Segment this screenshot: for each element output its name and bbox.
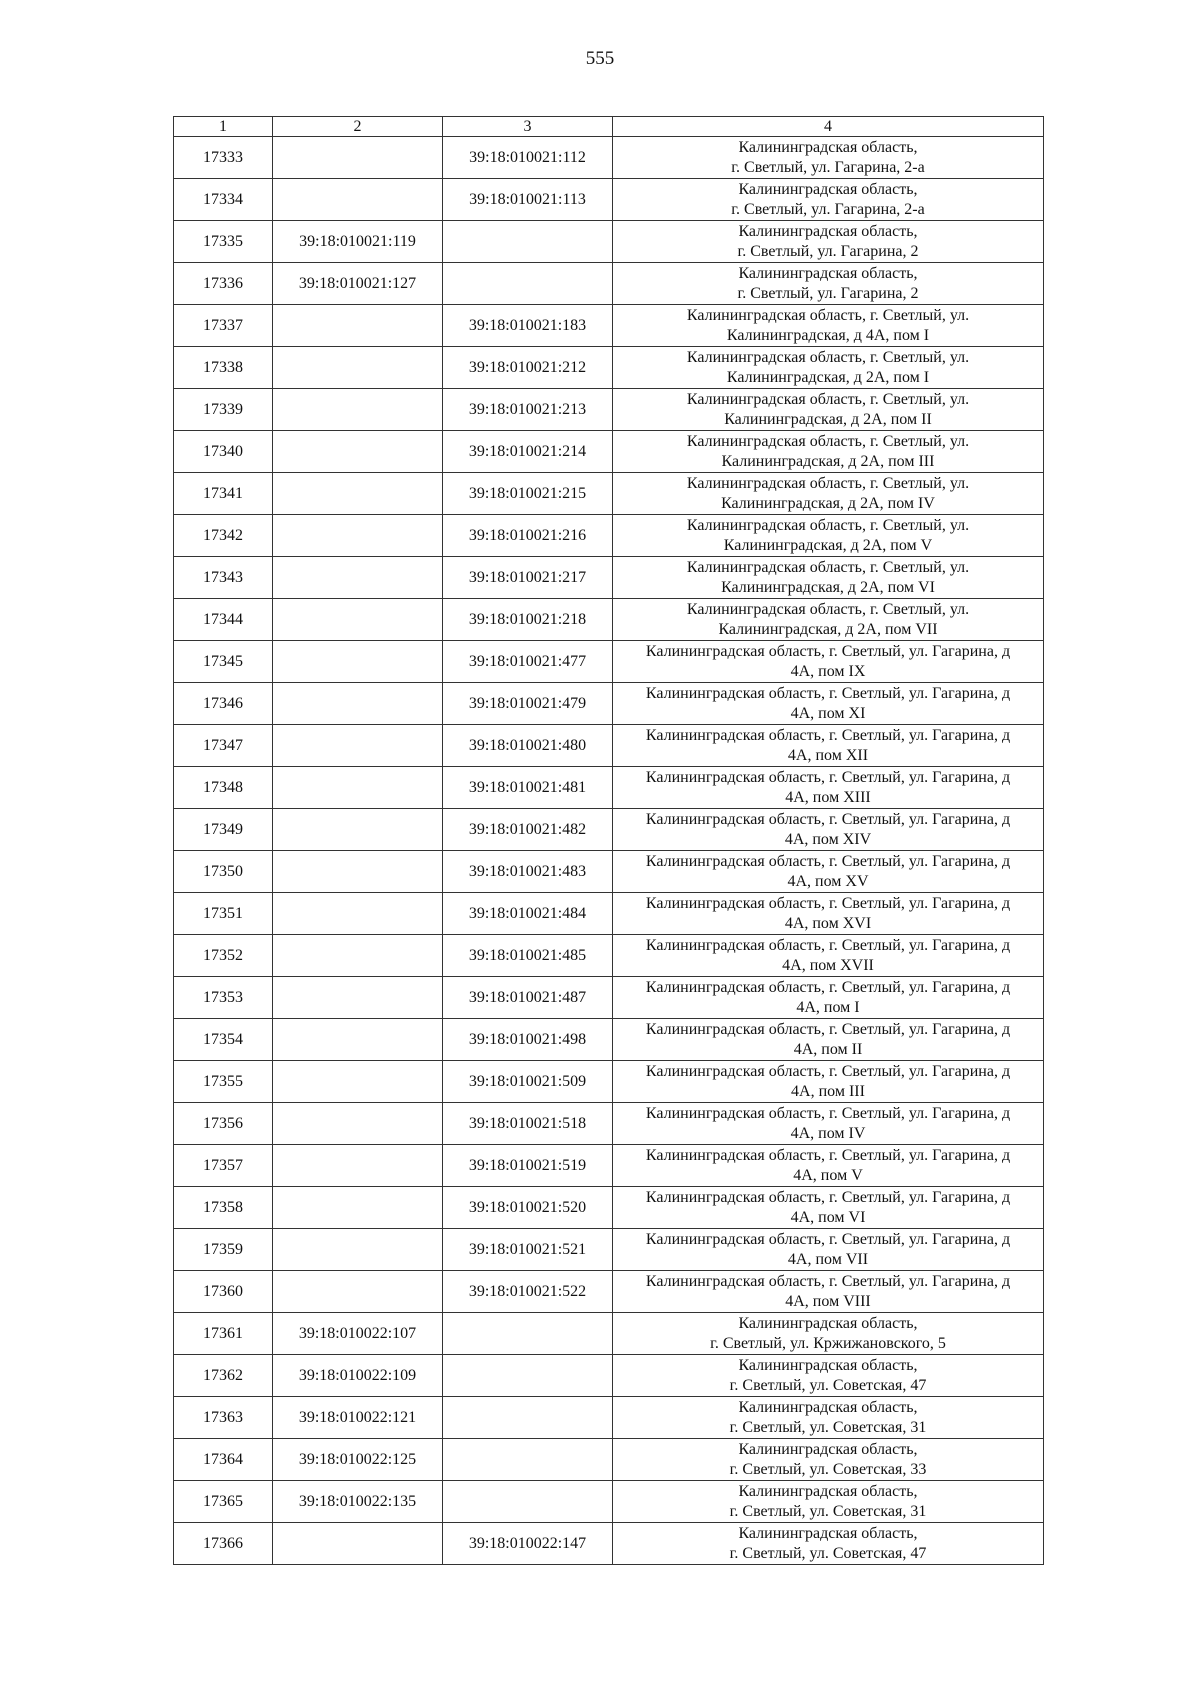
- cadastral-number-cell: 39:18:010021:518: [443, 1103, 613, 1145]
- table-row: [174, 473, 1044, 515]
- table-row: [174, 263, 1044, 305]
- address-line: Калининградская область,: [738, 222, 918, 240]
- row-number-cell: 17335: [174, 221, 273, 263]
- cadastral-number-cell: [273, 515, 443, 557]
- address-line: Калининградская область, г. Светлый, ул. Гагарина, д: [645, 726, 1011, 744]
- cadastral-number-cell: [273, 389, 443, 431]
- address-line: 4А, пом VII: [787, 1250, 869, 1268]
- cadastral-number-cell: [273, 1523, 443, 1565]
- table-row: [174, 725, 1044, 767]
- address-line: 4А, пом VIII: [785, 1292, 871, 1310]
- address-cell: [613, 389, 1044, 431]
- address-line: Калининградская, д 2А, пом VII: [718, 620, 938, 638]
- address-line: Калининградская, д 2А, пом V: [723, 536, 933, 554]
- address-cell: [613, 1019, 1044, 1061]
- cadastral-number-cell: 39:18:010021:483: [443, 851, 613, 893]
- address-line: 4А, пом XII: [787, 746, 869, 764]
- address-line: г. Светлый, ул. Гагарина, 2-а: [731, 158, 925, 176]
- cadastral-number-cell: 39:18:010021:215: [443, 473, 613, 515]
- cadastral-number-cell: 39:18:010021:477: [443, 641, 613, 683]
- table-row: [174, 1187, 1044, 1229]
- address-cell: [613, 1271, 1044, 1313]
- table-row: [174, 809, 1044, 851]
- cadastral-number-cell: [273, 1103, 443, 1145]
- row-number-cell: 17342: [174, 515, 273, 557]
- address-cell: [613, 179, 1044, 221]
- address-cell: [613, 557, 1044, 599]
- address-line: Калининградская область, г. Светлый, ул.: [686, 390, 970, 408]
- cadastral-number-cell: 39:18:010021:214: [443, 431, 613, 473]
- address-line: Калининградская область, г. Светлый, ул.: [686, 474, 970, 492]
- table-row: [174, 1355, 1044, 1397]
- address-cell: [613, 1187, 1044, 1229]
- cadastral-number-cell: 39:18:010022:107: [273, 1313, 443, 1355]
- address-line: 4А, пом XVI: [784, 914, 872, 932]
- cadastral-number-cell: 39:18:010021:480: [443, 725, 613, 767]
- address-line: Калининградская область, г. Светлый, ул. Гагарина, д: [645, 1104, 1011, 1122]
- address-cell: [613, 851, 1044, 893]
- address-line: Калининградская область, г. Светлый, ул.: [686, 516, 970, 534]
- cadastral-number-cell: [443, 1355, 613, 1397]
- table-row: [174, 137, 1044, 179]
- cadastral-number-cell: 39:18:010021:113: [443, 179, 613, 221]
- cadastral-number-cell: [273, 641, 443, 683]
- address-cell: [613, 809, 1044, 851]
- cadastral-number-cell: [273, 851, 443, 893]
- cadastral-number-cell: 39:18:010021:482: [443, 809, 613, 851]
- row-number-cell: 17336: [174, 263, 273, 305]
- table-row: [174, 179, 1044, 221]
- address-line: г. Светлый, ул. Советская, 47: [729, 1544, 927, 1562]
- table-row: [174, 221, 1044, 263]
- cadastral-number-cell: 39:18:010021:519: [443, 1145, 613, 1187]
- address-line: 4А, пом V: [793, 1166, 863, 1184]
- cadastral-number-cell: [273, 179, 443, 221]
- address-line: Калининградская область,: [738, 1524, 918, 1542]
- cadastral-number-cell: 39:18:010021:119: [273, 221, 443, 263]
- header-col-2: 2: [273, 117, 443, 137]
- address-cell: [613, 1439, 1044, 1481]
- row-number-cell: 17337: [174, 305, 273, 347]
- address-line: г. Светлый, ул. Гагарина, 2: [737, 242, 919, 260]
- table-row: [174, 641, 1044, 683]
- table-row: [174, 1313, 1044, 1355]
- table-row: [174, 305, 1044, 347]
- address-cell: [613, 1481, 1044, 1523]
- row-number-cell: 17362: [174, 1355, 273, 1397]
- cadastral-number-cell: [443, 263, 613, 305]
- address-line: Калининградская область, г. Светлый, ул. Гагарина, д: [645, 936, 1011, 954]
- address-cell: [613, 683, 1044, 725]
- address-line: Калининградская область,: [738, 180, 918, 198]
- cadastral-number-cell: [273, 809, 443, 851]
- cadastral-number-cell: [273, 1229, 443, 1271]
- address-cell: [613, 599, 1044, 641]
- address-line: Калининградская область,: [738, 1440, 918, 1458]
- cadastral-number-cell: 39:18:010021:485: [443, 935, 613, 977]
- address-line: Калининградская, д 2А, пом VI: [721, 578, 935, 596]
- table-row: [174, 851, 1044, 893]
- address-cell: [613, 1355, 1044, 1397]
- cadastral-number-cell: [273, 137, 443, 179]
- address-line: 4А, пом I: [796, 998, 860, 1016]
- table-row: [174, 893, 1044, 935]
- address-line: Калининградская область, г. Светлый, ул. Гагарина, д: [645, 642, 1011, 660]
- cadastral-number-cell: [273, 599, 443, 641]
- address-cell: [613, 1229, 1044, 1271]
- address-line: Калининградская область,: [738, 1482, 918, 1500]
- header-col-1: 1: [174, 117, 273, 137]
- address-line: г. Светлый, ул. Советская, 33: [729, 1460, 927, 1478]
- address-line: Калининградская область, г. Светлый, ул. Гагарина, д: [645, 768, 1011, 786]
- cadastral-number-cell: [443, 1313, 613, 1355]
- table-row: [174, 1229, 1044, 1271]
- cadastral-number-cell: 39:18:010021:521: [443, 1229, 613, 1271]
- table-row: [174, 1019, 1044, 1061]
- row-number-cell: 17345: [174, 641, 273, 683]
- cadastral-number-cell: 39:18:010021:484: [443, 893, 613, 935]
- row-number-cell: 17350: [174, 851, 273, 893]
- address-line: Калининградская область, г. Светлый, ул. Гагарина, д: [645, 1272, 1011, 1290]
- row-number-cell: 17363: [174, 1397, 273, 1439]
- table-row: [174, 1271, 1044, 1313]
- address-line: г. Светлый, ул. Гагарина, 2: [737, 284, 919, 302]
- table-body: [174, 137, 1044, 1565]
- cadastral-number-cell: [273, 977, 443, 1019]
- row-number-cell: 17357: [174, 1145, 273, 1187]
- address-cell: [613, 515, 1044, 557]
- address-line: г. Светлый, ул. Советская, 31: [729, 1502, 927, 1520]
- address-line: 4А, пом XIV: [784, 830, 872, 848]
- header-row: [174, 117, 1044, 137]
- header-col-4: 4: [613, 117, 1044, 137]
- row-number-cell: 17366: [174, 1523, 273, 1565]
- address-line: Калининградская область, г. Светлый, ул. Гагарина, д: [645, 1146, 1011, 1164]
- table-row: [174, 515, 1044, 557]
- cadastral-number-cell: [273, 1061, 443, 1103]
- row-number-cell: 17355: [174, 1061, 273, 1103]
- cadastral-number-cell: [273, 347, 443, 389]
- address-cell: [613, 1103, 1044, 1145]
- cadastral-number-cell: 39:18:010022:125: [273, 1439, 443, 1481]
- cadastral-number-cell: 39:18:010022:135: [273, 1481, 443, 1523]
- page-number: 555: [585, 48, 615, 69]
- address-cell: [613, 1523, 1044, 1565]
- row-number-cell: 17358: [174, 1187, 273, 1229]
- table-row: [174, 767, 1044, 809]
- table-row: [174, 431, 1044, 473]
- cadastral-number-cell: 39:18:010021:479: [443, 683, 613, 725]
- address-line: Калининградская область,: [738, 138, 918, 156]
- cadastral-number-cell: 39:18:010021:212: [443, 347, 613, 389]
- cadastral-number-cell: 39:18:010021:127: [273, 263, 443, 305]
- cadastral-number-cell: [273, 767, 443, 809]
- table-row: [174, 683, 1044, 725]
- row-number-cell: 17347: [174, 725, 273, 767]
- cadastral-number-cell: 39:18:010022:121: [273, 1397, 443, 1439]
- row-number-cell: 17354: [174, 1019, 273, 1061]
- address-cell: [613, 431, 1044, 473]
- cadastral-number-cell: 39:18:010021:183: [443, 305, 613, 347]
- row-number-cell: 17349: [174, 809, 273, 851]
- address-line: Калининградская область, г. Светлый, ул. Гагарина, д: [645, 810, 1011, 828]
- table-header: [174, 117, 1044, 137]
- cadastral-number-cell: 39:18:010021:520: [443, 1187, 613, 1229]
- address-line: г. Светлый, ул. Кржижановского, 5: [710, 1334, 946, 1352]
- address-line: Калининградская область, г. Светлый, ул. Гагарина, д: [645, 1230, 1011, 1248]
- address-line: Калининградская область, г. Светлый, ул.: [686, 600, 970, 618]
- cadastral-number-cell: 39:18:010021:498: [443, 1019, 613, 1061]
- table-row: [174, 557, 1044, 599]
- address-line: Калининградская область,: [738, 1398, 918, 1416]
- address-line: Калининградская область, г. Светлый, ул. Гагарина, д: [645, 978, 1011, 996]
- cadastral-number-cell: 39:18:010021:112: [443, 137, 613, 179]
- row-number-cell: 17346: [174, 683, 273, 725]
- address-line: Калининградская область,: [738, 264, 918, 282]
- cadastral-number-cell: [273, 725, 443, 767]
- cadastral-number-cell: 39:18:010021:213: [443, 389, 613, 431]
- table-row: [174, 1061, 1044, 1103]
- address-line: 4А, пом III: [791, 1082, 865, 1100]
- address-line: 4А, пом XV: [787, 872, 869, 890]
- row-number-cell: 17333: [174, 137, 273, 179]
- cadastral-number-cell: [273, 935, 443, 977]
- address-line: Калининградская область, г. Светлый, ул. Гагарина, д: [645, 894, 1011, 912]
- address-cell: [613, 1061, 1044, 1103]
- row-number-cell: 17359: [174, 1229, 273, 1271]
- address-line: Калининградская область, г. Светлый, ул.: [686, 558, 970, 576]
- address-cell: [613, 1397, 1044, 1439]
- table-row: [174, 599, 1044, 641]
- row-number-cell: 17353: [174, 977, 273, 1019]
- row-number-cell: 17343: [174, 557, 273, 599]
- cadastral-number-cell: 39:18:010021:481: [443, 767, 613, 809]
- address-line: 4А, пом XI: [790, 704, 866, 722]
- row-number-cell: 17334: [174, 179, 273, 221]
- row-number-cell: 17338: [174, 347, 273, 389]
- address-line: г. Светлый, ул. Гагарина, 2-а: [731, 200, 925, 218]
- address-line: Калининградская область, г. Светлый, ул.: [686, 348, 970, 366]
- address-line: г. Светлый, ул. Советская, 31: [729, 1418, 927, 1436]
- address-line: Калининградская область,: [738, 1314, 918, 1332]
- address-cell: [613, 263, 1044, 305]
- cadastral-number-cell: [443, 1397, 613, 1439]
- table-row: [174, 977, 1044, 1019]
- row-number-cell: 17339: [174, 389, 273, 431]
- address-cell: [613, 221, 1044, 263]
- cadastral-number-cell: [273, 1187, 443, 1229]
- cadastral-number-cell: 39:18:010022:109: [273, 1355, 443, 1397]
- address-line: 4А, пом VI: [790, 1208, 866, 1226]
- cadastral-number-cell: 39:18:010021:487: [443, 977, 613, 1019]
- row-number-cell: 17351: [174, 893, 273, 935]
- cadastral-number-cell: [273, 305, 443, 347]
- address-line: Калининградская область, г. Светлый, ул. Гагарина, д: [645, 1020, 1011, 1038]
- row-number-cell: 17365: [174, 1481, 273, 1523]
- address-cell: [613, 1313, 1044, 1355]
- cadastral-number-cell: 39:18:010021:509: [443, 1061, 613, 1103]
- address-line: Калининградская, д 4А, пом I: [726, 326, 930, 344]
- cadastral-number-cell: 39:18:010021:522: [443, 1271, 613, 1313]
- address-line: 4А, пом XVII: [782, 956, 874, 974]
- address-line: г. Светлый, ул. Советская, 47: [729, 1376, 927, 1394]
- table-row: [174, 1523, 1044, 1565]
- table-row: [174, 389, 1044, 431]
- address-line: Калининградская область, г. Светлый, ул. Гагарина, д: [645, 1062, 1011, 1080]
- table-row: [174, 1145, 1044, 1187]
- registry-table: [173, 116, 1044, 1565]
- address-line: 4А, пом IV: [790, 1124, 866, 1142]
- cadastral-number-cell: [443, 1439, 613, 1481]
- cadastral-number-cell: 39:18:010021:216: [443, 515, 613, 557]
- cadastral-number-cell: [273, 1145, 443, 1187]
- row-number-cell: 17356: [174, 1103, 273, 1145]
- address-line: Калининградская область, г. Светлый, ул. Гагарина, д: [645, 852, 1011, 870]
- row-number-cell: 17341: [174, 473, 273, 515]
- table-row: [174, 347, 1044, 389]
- cadastral-number-cell: [273, 683, 443, 725]
- cadastral-number-cell: [443, 221, 613, 263]
- row-number-cell: 17352: [174, 935, 273, 977]
- address-line: Калининградская, д 2А, пом II: [724, 410, 932, 428]
- address-cell: [613, 1145, 1044, 1187]
- address-line: Калининградская, д 2А, пом I: [726, 368, 930, 386]
- table-row: [174, 1481, 1044, 1523]
- cadastral-number-cell: [273, 1271, 443, 1313]
- address-cell: [613, 767, 1044, 809]
- address-line: 4А, пом II: [793, 1040, 863, 1058]
- address-line: Калининградская область, г. Светлый, ул. Гагарина, д: [645, 684, 1011, 702]
- address-cell: [613, 641, 1044, 683]
- cadastral-number-cell: 39:18:010022:147: [443, 1523, 613, 1565]
- address-cell: [613, 893, 1044, 935]
- row-number-cell: 17360: [174, 1271, 273, 1313]
- address-line: Калининградская область, г. Светлый, ул.: [686, 432, 970, 450]
- address-line: Калининградская, д 2А, пом IV: [721, 494, 935, 512]
- address-cell: [613, 725, 1044, 767]
- cadastral-number-cell: 39:18:010021:217: [443, 557, 613, 599]
- address-line: Калининградская область, г. Светлый, ул.: [686, 306, 970, 324]
- cadastral-number-cell: 39:18:010021:218: [443, 599, 613, 641]
- table-row: [174, 1397, 1044, 1439]
- header-col-3: 3: [443, 117, 613, 137]
- address-cell: [613, 473, 1044, 515]
- cadastral-number-cell: [443, 1481, 613, 1523]
- address-line: Калининградская область,: [738, 1356, 918, 1374]
- table-row: [174, 1439, 1044, 1481]
- address-cell: [613, 305, 1044, 347]
- table-row: [174, 935, 1044, 977]
- address-line: Калининградская область, г. Светлый, ул. Гагарина, д: [645, 1188, 1011, 1206]
- address-cell: [613, 977, 1044, 1019]
- cadastral-number-cell: [273, 1019, 443, 1061]
- address-cell: [613, 935, 1044, 977]
- address-line: 4А, пом IX: [790, 662, 866, 680]
- row-number-cell: 17340: [174, 431, 273, 473]
- row-number-cell: 17361: [174, 1313, 273, 1355]
- row-number-cell: 17348: [174, 767, 273, 809]
- address-cell: [613, 347, 1044, 389]
- address-cell: [613, 137, 1044, 179]
- table-row: [174, 1103, 1044, 1145]
- address-line: Калининградская, д 2А, пом III: [721, 452, 935, 470]
- address-line: 4А, пом XIII: [785, 788, 871, 806]
- row-number-cell: 17344: [174, 599, 273, 641]
- row-number-cell: 17364: [174, 1439, 273, 1481]
- cadastral-number-cell: [273, 473, 443, 515]
- cadastral-number-cell: [273, 557, 443, 599]
- cadastral-number-cell: [273, 431, 443, 473]
- cadastral-number-cell: [273, 893, 443, 935]
